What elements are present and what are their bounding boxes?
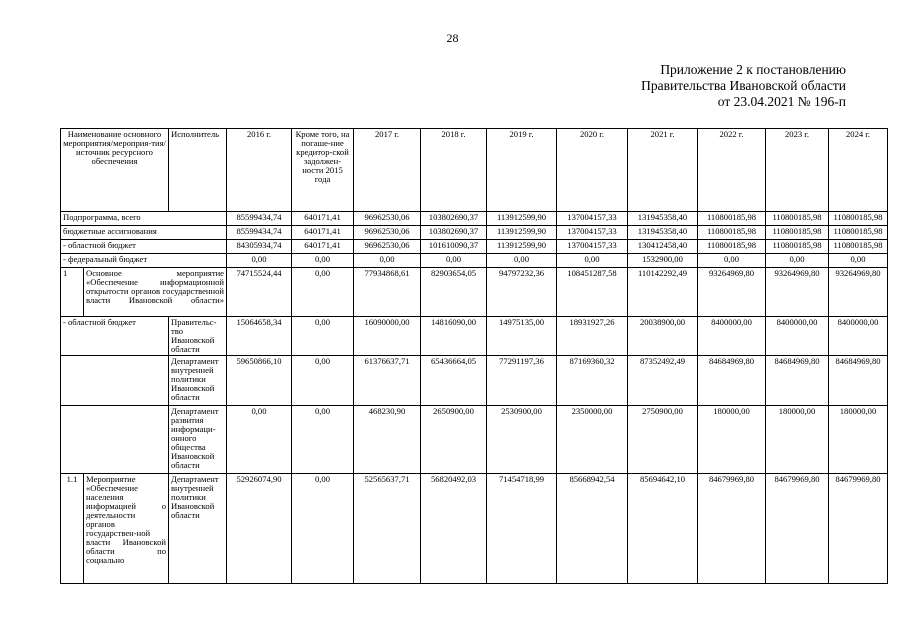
cell-2022: 84684969,80	[698, 356, 766, 406]
cell-2019: 0,00	[487, 254, 557, 268]
cell-2021: 130412458,40	[628, 240, 698, 254]
cell-2019: 14975135,00	[487, 317, 557, 356]
cell-besides: 0,00	[292, 474, 354, 584]
cell-2018: 101610090,37	[421, 240, 487, 254]
executor: Департамент внутренней политики Ивановской области	[169, 474, 227, 584]
cell-2024: 180000,00	[829, 406, 888, 474]
header-2023: 2023 г.	[766, 129, 829, 212]
cell-2022: 110800185,98	[698, 240, 766, 254]
cell-2019: 113912599,90	[487, 240, 557, 254]
cell-2016: 15064658,34	[227, 317, 292, 356]
cell-2020: 87169360,32	[557, 356, 628, 406]
cell-2024: 84679969,80	[829, 474, 888, 584]
cell-2024: 93264969,80	[829, 268, 888, 317]
cell-2016: 74715524,44	[227, 268, 292, 317]
table-row	[61, 226, 888, 240]
cell-2024: 110800185,98	[829, 240, 888, 254]
header-2022: 2022 г.	[698, 129, 766, 212]
cell-2022: 110800185,98	[698, 226, 766, 240]
cell-2017: 0,00	[354, 254, 421, 268]
cell-2017: 96962530,06	[354, 240, 421, 254]
funding-table	[60, 128, 888, 584]
header-row	[61, 129, 888, 212]
cell-2023: 110800185,98	[766, 240, 829, 254]
cell-besides: 640171,41	[292, 212, 354, 226]
cell-besides: 0,00	[292, 268, 354, 317]
cell-2022: 0,00	[698, 254, 766, 268]
cell-2017: 96962530,06	[354, 226, 421, 240]
table-row	[61, 356, 888, 406]
cell-2021: 85694642,10	[628, 474, 698, 584]
cell-2017: 77934868,61	[354, 268, 421, 317]
row-label: - областной бюджет	[61, 317, 169, 356]
cell-2018: 0,00	[421, 254, 487, 268]
cell-2016: 59650866,10	[227, 356, 292, 406]
cell-2016: 85599434,74	[227, 212, 292, 226]
cell-2016: 84305934,74	[227, 240, 292, 254]
cell-2020: 137004157,33	[557, 212, 628, 226]
cell-2016: 0,00	[227, 254, 292, 268]
cell-2020: 137004157,33	[557, 240, 628, 254]
appendix-line-1: Приложение 2 к постановлению	[660, 62, 846, 77]
cell-2017: 52565637,71	[354, 474, 421, 584]
header-2021: 2021 г.	[628, 129, 698, 212]
event-name: Мероприятие «Обеспечение населения информацией о деятельности органов государствен-ной власти Ивановской области по социально	[84, 474, 169, 584]
cell-2022: 84679969,80	[698, 474, 766, 584]
cell-2017: 468230,90	[354, 406, 421, 474]
cell-2020: 85668942,54	[557, 474, 628, 584]
row-label-empty	[61, 356, 169, 406]
cell-2024: 110800185,98	[829, 226, 888, 240]
cell-2024: 84684969,80	[829, 356, 888, 406]
cell-besides: 640171,41	[292, 240, 354, 254]
cell-2023: 8400000,00	[766, 317, 829, 356]
cell-2020: 0,00	[557, 254, 628, 268]
table-row	[61, 317, 888, 356]
row-label: - областной бюджет	[61, 240, 227, 254]
table-row	[61, 240, 888, 254]
cell-2024: 110800185,98	[829, 212, 888, 226]
cell-besides: 0,00	[292, 254, 354, 268]
cell-2021: 2750900,00	[628, 406, 698, 474]
appendix-heading	[641, 62, 846, 110]
cell-2018: 56820492,03	[421, 474, 487, 584]
cell-2017: 16090000,00	[354, 317, 421, 356]
appendix-line-3: от 23.04.2021 № 196-п	[717, 94, 846, 109]
cell-2018: 82903654,05	[421, 268, 487, 317]
cell-2022: 110800185,98	[698, 212, 766, 226]
cell-2019: 2530900,00	[487, 406, 557, 474]
cell-2020: 108451287,58	[557, 268, 628, 317]
cell-2021: 20038900,00	[628, 317, 698, 356]
cell-2021: 131945358,40	[628, 226, 698, 240]
cell-2022: 8400000,00	[698, 317, 766, 356]
cell-2023: 93264969,80	[766, 268, 829, 317]
cell-2023: 180000,00	[766, 406, 829, 474]
cell-besides: 0,00	[292, 356, 354, 406]
executor: Департамент развития информаци-онного общества Ивановской области	[169, 406, 227, 474]
row-label-empty	[61, 406, 169, 474]
header-2019: 2019 г.	[487, 129, 557, 212]
cell-2023: 84679969,80	[766, 474, 829, 584]
cell-2023: 84684969,80	[766, 356, 829, 406]
cell-2018: 103802690,37	[421, 226, 487, 240]
cell-2019: 94797232,36	[487, 268, 557, 317]
cell-2016: 0,00	[227, 406, 292, 474]
cell-2024: 0,00	[829, 254, 888, 268]
header-2018: 2018 г.	[421, 129, 487, 212]
cell-2022: 180000,00	[698, 406, 766, 474]
table-row	[61, 212, 888, 226]
header-2016: 2016 г.	[227, 129, 292, 212]
table-row	[61, 268, 888, 317]
cell-2018: 14816090,00	[421, 317, 487, 356]
header-2017: 2017 г.	[354, 129, 421, 212]
cell-2023: 110800185,98	[766, 226, 829, 240]
cell-2023: 0,00	[766, 254, 829, 268]
executor: Правительс-тво Ивановской области	[169, 317, 227, 356]
cell-besides: 640171,41	[292, 226, 354, 240]
executor: Департамент внутренней политики Ивановской области	[169, 356, 227, 406]
row-label: бюджетные ассигнования	[61, 226, 227, 240]
cell-besides: 0,00	[292, 406, 354, 474]
cell-2018: 2650900,00	[421, 406, 487, 474]
cell-2019: 113912599,90	[487, 212, 557, 226]
cell-2018: 103802690,37	[421, 212, 487, 226]
cell-2020: 2350000,00	[557, 406, 628, 474]
table-row	[61, 474, 888, 584]
cell-2021: 110142292,49	[628, 268, 698, 317]
cell-2019: 71454718,99	[487, 474, 557, 584]
page-number: 28	[446, 31, 459, 45]
cell-2020: 18931927,26	[557, 317, 628, 356]
cell-2018: 65436664,05	[421, 356, 487, 406]
cell-2017: 96962530,06	[354, 212, 421, 226]
cell-2024: 8400000,00	[829, 317, 888, 356]
cell-2019: 77291197,36	[487, 356, 557, 406]
cell-2020: 137004157,33	[557, 226, 628, 240]
header-2020: 2020 г.	[557, 129, 628, 212]
cell-2022: 93264969,80	[698, 268, 766, 317]
event-name: Основное мероприятие «Обеспечение информационной открытости органов государственной власти Ивановской области»	[84, 268, 227, 317]
row-label: Подпрограмма, всего	[61, 212, 227, 226]
cell-2019: 113912599,90	[487, 226, 557, 240]
event-number: 1	[61, 268, 84, 317]
cell-2016: 85599434,74	[227, 226, 292, 240]
cell-2021: 87352492,49	[628, 356, 698, 406]
appendix-line-2: Правительства Ивановской области	[641, 78, 846, 93]
header-besides: Кроме того, на погаше-ние кредитор-ской задолжен-ности 2015 года	[292, 129, 354, 212]
table-row	[61, 254, 888, 268]
row-label: - федеральный бюджет	[61, 254, 227, 268]
cell-2017: 61376637,71	[354, 356, 421, 406]
cell-2016: 52926074,90	[227, 474, 292, 584]
event-number: 1.1	[61, 474, 84, 584]
header-2024: 2024 г.	[829, 129, 888, 212]
cell-2023: 110800185,98	[766, 212, 829, 226]
header-executor: Исполнитель	[169, 129, 227, 212]
cell-besides: 0,00	[292, 317, 354, 356]
cell-2021: 131945358,40	[628, 212, 698, 226]
table-row	[61, 406, 888, 474]
cell-2021: 1532900,00	[628, 254, 698, 268]
header-name: Наименование основного мероприятия/мероприя-тия/источник ресурсного обеспечения	[61, 129, 169, 212]
